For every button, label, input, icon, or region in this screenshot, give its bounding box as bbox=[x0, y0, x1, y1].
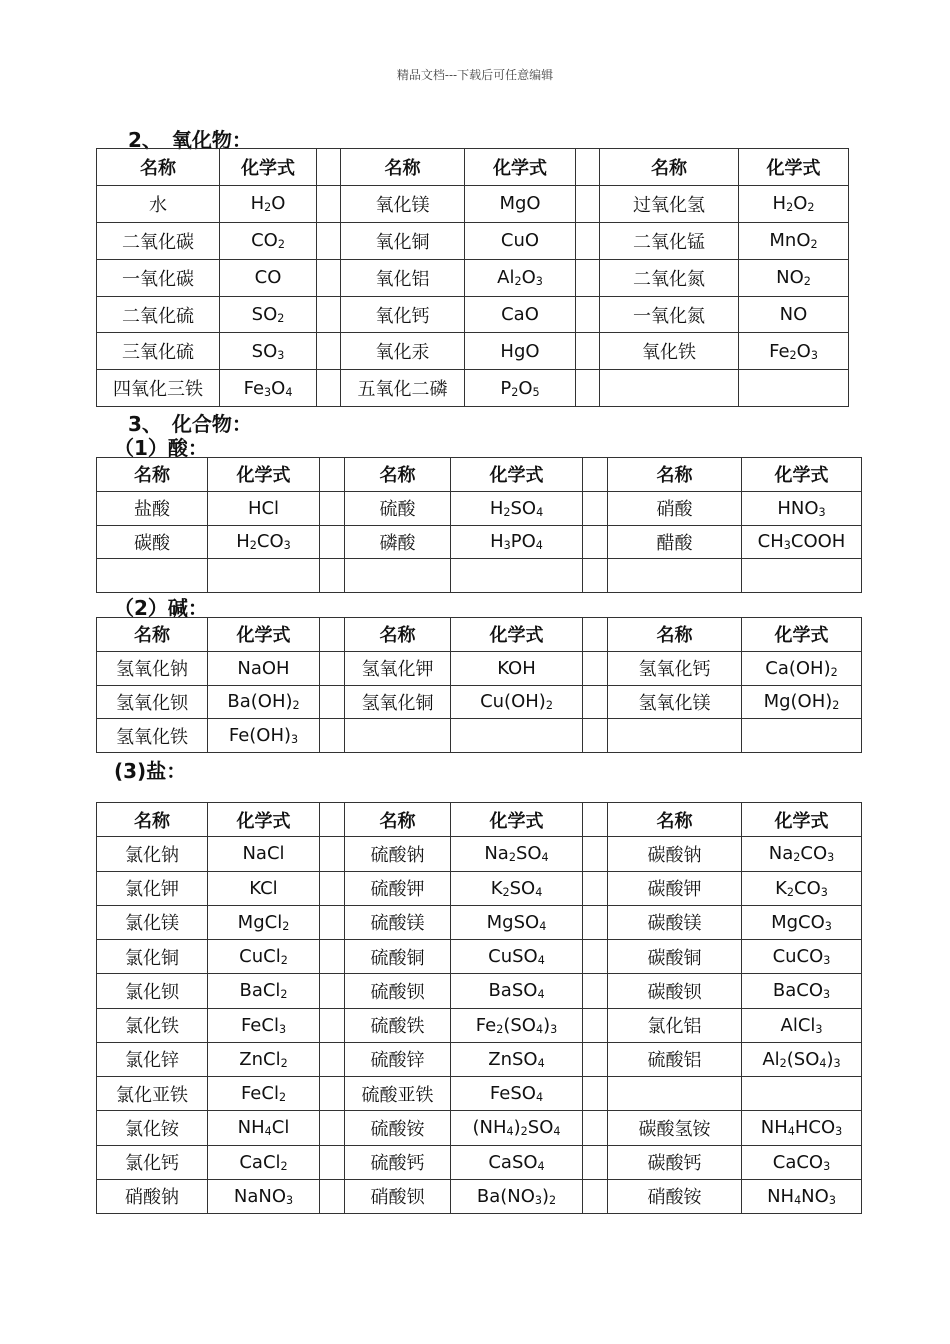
spacer-cell bbox=[320, 1111, 345, 1145]
table-row bbox=[97, 491, 862, 525]
formula-cell: $Al_2(SO_4)_3$ bbox=[742, 1042, 862, 1076]
spacer-cell bbox=[583, 1111, 608, 1145]
compound-name-cell bbox=[608, 559, 742, 593]
compound-name-cell: 二氧化锰 bbox=[600, 222, 739, 259]
compound-name-cell: 氯化铵 bbox=[97, 1111, 208, 1145]
compound-name-cell: 硝酸钡 bbox=[345, 1179, 451, 1213]
compound-name-cell: 碳酸钾 bbox=[608, 871, 742, 905]
formula-cell: BaCl$_2$ bbox=[208, 974, 320, 1008]
spacer-cell bbox=[320, 837, 345, 871]
table-row bbox=[97, 222, 849, 259]
column-header: 名称 bbox=[608, 458, 742, 492]
compound-name-cell: 氧化铁 bbox=[600, 333, 739, 370]
compound-name-cell: 氯化钾 bbox=[97, 871, 208, 905]
spacer-cell bbox=[576, 185, 600, 222]
spacer-cell bbox=[583, 940, 608, 974]
bases-heading: （2）碱： bbox=[114, 596, 208, 620]
acids-table bbox=[96, 457, 862, 593]
compound-name-cell: 氯化铁 bbox=[97, 1008, 208, 1042]
column-header: 名称 bbox=[345, 803, 451, 837]
formula-cell: HgO bbox=[465, 333, 576, 370]
formula-cell: FeSO$_4$ bbox=[451, 1077, 583, 1111]
column-header: 化学式 bbox=[220, 149, 317, 186]
compound-name-cell: 硝酸 bbox=[608, 491, 742, 525]
spacer-cell bbox=[583, 974, 608, 1008]
formula-cell: $Mg(OH)_2$ bbox=[742, 685, 862, 719]
table-row bbox=[97, 871, 862, 905]
formula-cell: $H_2CO_3$ bbox=[208, 525, 320, 559]
table-row bbox=[97, 1077, 862, 1111]
formula-cell: $H_2O_2$ bbox=[739, 185, 849, 222]
spacer-cell bbox=[317, 333, 341, 370]
compound-name-cell: 五氧化二磷 bbox=[341, 370, 465, 407]
compound-name-cell: 氢氧化铜 bbox=[345, 685, 451, 719]
spacer-cell bbox=[576, 222, 600, 259]
formula-cell: CaCO$_3$ bbox=[742, 1145, 862, 1179]
formula-cell: $P_2O_5$ bbox=[465, 370, 576, 407]
formula-cell: $SO_3$ bbox=[220, 333, 317, 370]
column-header: 名称 bbox=[97, 803, 208, 837]
spacer-cell bbox=[320, 1145, 345, 1179]
compound-name-cell bbox=[608, 719, 742, 753]
column-header: 化学式 bbox=[208, 618, 320, 652]
formula-cell bbox=[208, 559, 320, 593]
column-header: 化学式 bbox=[451, 803, 583, 837]
spacer-cell bbox=[317, 222, 341, 259]
compound-name-cell: 碳酸镁 bbox=[608, 905, 742, 939]
formula-cell: CuCO$_3$ bbox=[742, 940, 862, 974]
page-header: 精品文档---下载后可任意编辑 bbox=[396, 68, 554, 82]
formula-cell: $H_3PO_4$ bbox=[451, 525, 583, 559]
table-row bbox=[97, 1111, 862, 1145]
formula-cell: FeCl$_3$ bbox=[208, 1008, 320, 1042]
formula-cell: BaSO$_4$ bbox=[451, 974, 583, 1008]
spacer-cell bbox=[320, 525, 345, 559]
spacer-cell bbox=[320, 1042, 345, 1076]
spacer-cell bbox=[583, 1145, 608, 1179]
compound-name-cell bbox=[97, 559, 208, 593]
compound-name-cell: 氧化汞 bbox=[341, 333, 465, 370]
formula-cell: $Al_2O_3$ bbox=[465, 259, 576, 296]
spacer-cell bbox=[583, 1077, 608, 1111]
compound-name-cell bbox=[608, 1077, 742, 1111]
formula-cell bbox=[742, 559, 862, 593]
column-header: 化学式 bbox=[742, 803, 862, 837]
formula-cell: AlCl$_3$ bbox=[742, 1008, 862, 1042]
formula-cell: MgSO$_4$ bbox=[451, 905, 583, 939]
compound-name-cell: 硫酸铵 bbox=[345, 1111, 451, 1145]
compound-name-cell: 碳酸钡 bbox=[608, 974, 742, 1008]
column-header: 化学式 bbox=[739, 149, 849, 186]
table-row bbox=[97, 1008, 862, 1042]
formula-cell: CaSO$_4$ bbox=[451, 1145, 583, 1179]
spacer-cell bbox=[317, 259, 341, 296]
compound-name-cell: 氢氧化铁 bbox=[97, 719, 208, 753]
column-header: 名称 bbox=[341, 149, 465, 186]
spacer-cell bbox=[583, 685, 608, 719]
table-row bbox=[97, 185, 849, 222]
formula-cell: $Ba(NO_3)_2$ bbox=[451, 1179, 583, 1213]
column-header: 名称 bbox=[345, 458, 451, 492]
spacer-cell bbox=[320, 491, 345, 525]
spacer-cell bbox=[320, 974, 345, 1008]
spacer-cell bbox=[576, 149, 600, 186]
formula-cell: $K_2SO_4$ bbox=[451, 871, 583, 905]
spacer-cell bbox=[583, 618, 608, 652]
spacer-cell bbox=[583, 803, 608, 837]
formula-cell: $H_2O$ bbox=[220, 185, 317, 222]
compound-name-cell: 硝酸钠 bbox=[97, 1179, 208, 1213]
compound-name-cell: 氯化铝 bbox=[608, 1008, 742, 1042]
formula-cell: CaCl$_2$ bbox=[208, 1145, 320, 1179]
formula-cell: MgCO$_3$ bbox=[742, 905, 862, 939]
compound-name-cell: 磷酸 bbox=[345, 525, 451, 559]
column-header: 化学式 bbox=[465, 149, 576, 186]
compound-name-cell: 碳酸钠 bbox=[608, 837, 742, 871]
formula-cell: $NH_4HCO_3$ bbox=[742, 1111, 862, 1145]
formula-cell: $Fe_2O_3$ bbox=[739, 333, 849, 370]
table-row bbox=[97, 837, 862, 871]
compound-name-cell: 硫酸 bbox=[345, 491, 451, 525]
compound-name-cell: 一氧化氮 bbox=[600, 296, 739, 333]
formula-cell: $SO_2$ bbox=[220, 296, 317, 333]
table-row bbox=[97, 296, 849, 333]
formula-cell bbox=[739, 370, 849, 407]
spacer-cell bbox=[583, 1179, 608, 1213]
compound-name-cell: 醋酸 bbox=[608, 525, 742, 559]
formula-cell: CuCl$_2$ bbox=[208, 940, 320, 974]
compound-name-cell: 碳酸钙 bbox=[608, 1145, 742, 1179]
spacer-cell bbox=[583, 719, 608, 753]
compound-name-cell: 硫酸锌 bbox=[345, 1042, 451, 1076]
compound-name-cell: 碳酸铜 bbox=[608, 940, 742, 974]
column-header: 名称 bbox=[600, 149, 739, 186]
formula-cell: $(NH_4)_2SO_4$ bbox=[451, 1111, 583, 1145]
formula-cell: $NO_2$ bbox=[739, 259, 849, 296]
spacer-cell bbox=[576, 370, 600, 407]
spacer-cell bbox=[583, 458, 608, 492]
formula-cell bbox=[742, 1077, 862, 1111]
compound-name-cell: 氯化钙 bbox=[97, 1145, 208, 1179]
compound-name-cell: 氢氧化钡 bbox=[97, 685, 208, 719]
table-row bbox=[97, 905, 862, 939]
table-row bbox=[97, 333, 849, 370]
table-row bbox=[97, 651, 862, 685]
table-row bbox=[97, 1179, 862, 1213]
table-header-row bbox=[97, 618, 862, 652]
formula-cell: HCl bbox=[208, 491, 320, 525]
compound-name-cell: 二氧化碳 bbox=[97, 222, 220, 259]
spacer-cell bbox=[576, 333, 600, 370]
column-header: 名称 bbox=[345, 618, 451, 652]
formula-cell: $Fe_2(SO_4)_3$ bbox=[451, 1008, 583, 1042]
compound-name-cell: 硫酸铝 bbox=[608, 1042, 742, 1076]
formula-cell bbox=[451, 559, 583, 593]
formula-cell: MgCl$_2$ bbox=[208, 905, 320, 939]
compound-name-cell: 碳酸氢铵 bbox=[608, 1111, 742, 1145]
compound-name-cell: 硫酸铁 bbox=[345, 1008, 451, 1042]
compounds-heading: 3、 化合物： bbox=[128, 412, 252, 436]
formula-cell: MnO$_2$ bbox=[739, 222, 849, 259]
formula-cell: CuSO$_4$ bbox=[451, 940, 583, 974]
formula-cell: CaO bbox=[465, 296, 576, 333]
spacer-cell bbox=[317, 296, 341, 333]
spacer-cell bbox=[320, 559, 345, 593]
compound-name-cell: 盐酸 bbox=[97, 491, 208, 525]
salts-table bbox=[96, 802, 862, 1214]
formula-cell: $HNO_3$ bbox=[742, 491, 862, 525]
formula-cell: $K_2CO_3$ bbox=[742, 871, 862, 905]
compound-name-cell: 四氧化三铁 bbox=[97, 370, 220, 407]
spacer-cell bbox=[583, 525, 608, 559]
acids-heading: （1）酸： bbox=[114, 436, 208, 460]
spacer-cell bbox=[576, 259, 600, 296]
compound-name-cell: 碳酸 bbox=[97, 525, 208, 559]
table-row bbox=[97, 1145, 862, 1179]
compound-name-cell: 水 bbox=[97, 185, 220, 222]
compound-name-cell: 氧化钙 bbox=[341, 296, 465, 333]
column-header: 化学式 bbox=[208, 458, 320, 492]
column-header: 化学式 bbox=[742, 618, 862, 652]
compound-name-cell: 硫酸钙 bbox=[345, 1145, 451, 1179]
formula-cell bbox=[451, 719, 583, 753]
formula-cell: $H_2SO_4$ bbox=[451, 491, 583, 525]
formula-cell: KCl bbox=[208, 871, 320, 905]
salts-heading: (3)盐： bbox=[114, 759, 187, 783]
compound-name-cell: 过氧化氢 bbox=[600, 185, 739, 222]
spacer-cell bbox=[320, 458, 345, 492]
column-header: 名称 bbox=[97, 618, 208, 652]
table-row bbox=[97, 370, 849, 407]
column-header: 化学式 bbox=[451, 458, 583, 492]
table-row bbox=[97, 559, 862, 593]
formula-cell: KOH bbox=[451, 651, 583, 685]
spacer-cell bbox=[317, 370, 341, 407]
formula-cell: NaCl bbox=[208, 837, 320, 871]
spacer-cell bbox=[317, 149, 341, 186]
formula-cell: CuO bbox=[465, 222, 576, 259]
table-header-row bbox=[97, 458, 862, 492]
formula-cell: BaCO$_3$ bbox=[742, 974, 862, 1008]
spacer-cell bbox=[576, 296, 600, 333]
column-header: 名称 bbox=[97, 458, 208, 492]
spacer-cell bbox=[320, 940, 345, 974]
formula-cell: $NH_4Cl$ bbox=[208, 1111, 320, 1145]
table-row bbox=[97, 525, 862, 559]
formula-cell: $CH_3COOH$ bbox=[742, 525, 862, 559]
formula-cell: $Na_2SO_4$ bbox=[451, 837, 583, 871]
formula-cell: $NH_4NO_3$ bbox=[742, 1179, 862, 1213]
spacer-cell bbox=[317, 185, 341, 222]
formula-cell: $Cu(OH)_2$ bbox=[451, 685, 583, 719]
compound-name-cell: 三氧化硫 bbox=[97, 333, 220, 370]
column-header: 名称 bbox=[608, 618, 742, 652]
spacer-cell bbox=[320, 871, 345, 905]
compound-name-cell: 氯化钠 bbox=[97, 837, 208, 871]
spacer-cell bbox=[320, 1179, 345, 1213]
bases-table bbox=[96, 617, 862, 753]
compound-name-cell: 硫酸铜 bbox=[345, 940, 451, 974]
spacer-cell bbox=[583, 1042, 608, 1076]
compound-name-cell: 硫酸镁 bbox=[345, 905, 451, 939]
formula-cell bbox=[742, 719, 862, 753]
compound-name-cell: 氯化亚铁 bbox=[97, 1077, 208, 1111]
compound-name-cell: 氢氧化镁 bbox=[608, 685, 742, 719]
formula-cell: $Fe(OH)_3$ bbox=[208, 719, 320, 753]
table-header-row bbox=[97, 803, 862, 837]
formula-cell: $CO_2$ bbox=[220, 222, 317, 259]
compound-name-cell: 氢氧化钾 bbox=[345, 651, 451, 685]
formula-cell: CO bbox=[220, 259, 317, 296]
spacer-cell bbox=[320, 618, 345, 652]
compound-name-cell: 硫酸亚铁 bbox=[345, 1077, 451, 1111]
spacer-cell bbox=[320, 719, 345, 753]
compound-name-cell: 氧化镁 bbox=[341, 185, 465, 222]
compound-name-cell: 氯化铜 bbox=[97, 940, 208, 974]
formula-cell: $Fe_3O_4$ bbox=[220, 370, 317, 407]
spacer-cell bbox=[583, 905, 608, 939]
compound-name-cell: 硫酸钡 bbox=[345, 974, 451, 1008]
table-row bbox=[97, 685, 862, 719]
spacer-cell bbox=[320, 905, 345, 939]
table-header-row bbox=[97, 149, 849, 186]
compound-name-cell: 氧化铜 bbox=[341, 222, 465, 259]
formula-cell: $Na_2CO_3$ bbox=[742, 837, 862, 871]
column-header: 化学式 bbox=[742, 458, 862, 492]
compound-name-cell: 二氧化硫 bbox=[97, 296, 220, 333]
compound-name-cell: 硝酸铵 bbox=[608, 1179, 742, 1213]
formula-cell: ZnCl$_2$ bbox=[208, 1042, 320, 1076]
column-header: 名称 bbox=[608, 803, 742, 837]
spacer-cell bbox=[320, 685, 345, 719]
compound-name-cell: 硫酸钾 bbox=[345, 871, 451, 905]
spacer-cell bbox=[583, 1008, 608, 1042]
oxides-table bbox=[96, 148, 849, 407]
column-header: 化学式 bbox=[451, 618, 583, 652]
spacer-cell bbox=[320, 1008, 345, 1042]
spacer-cell bbox=[320, 803, 345, 837]
column-header: 化学式 bbox=[208, 803, 320, 837]
spacer-cell bbox=[583, 491, 608, 525]
formula-cell: MgO bbox=[465, 185, 576, 222]
table-row bbox=[97, 940, 862, 974]
compound-name-cell: 一氧化碳 bbox=[97, 259, 220, 296]
table-row bbox=[97, 974, 862, 1008]
spacer-cell bbox=[583, 871, 608, 905]
table-row bbox=[97, 1042, 862, 1076]
compound-name-cell: 氢氧化钙 bbox=[608, 651, 742, 685]
compound-name-cell bbox=[345, 559, 451, 593]
spacer-cell bbox=[583, 651, 608, 685]
spacer-cell bbox=[583, 559, 608, 593]
formula-cell: FeCl$_2$ bbox=[208, 1077, 320, 1111]
table-row bbox=[97, 719, 862, 753]
compound-name-cell: 氯化镁 bbox=[97, 905, 208, 939]
formula-cell: NaOH bbox=[208, 651, 320, 685]
spacer-cell bbox=[583, 837, 608, 871]
formula-cell: $Ba(OH)_2$ bbox=[208, 685, 320, 719]
compound-name-cell bbox=[345, 719, 451, 753]
compound-name-cell: 氯化锌 bbox=[97, 1042, 208, 1076]
compound-name-cell: 硫酸钠 bbox=[345, 837, 451, 871]
formula-cell: NO bbox=[739, 296, 849, 333]
compound-name-cell: 二氧化氮 bbox=[600, 259, 739, 296]
formula-cell: $Ca(OH)_2$ bbox=[742, 651, 862, 685]
compound-name-cell: 氯化钡 bbox=[97, 974, 208, 1008]
formula-cell: ZnSO$_4$ bbox=[451, 1042, 583, 1076]
compound-name-cell: 氧化铝 bbox=[341, 259, 465, 296]
spacer-cell bbox=[320, 651, 345, 685]
column-header: 名称 bbox=[97, 149, 220, 186]
compound-name-cell bbox=[600, 370, 739, 407]
spacer-cell bbox=[320, 1077, 345, 1111]
formula-cell: NaNO$_3$ bbox=[208, 1179, 320, 1213]
oxides-heading: 2、 氧化物： bbox=[128, 128, 252, 152]
compound-name-cell: 氢氧化钠 bbox=[97, 651, 208, 685]
table-row bbox=[97, 259, 849, 296]
